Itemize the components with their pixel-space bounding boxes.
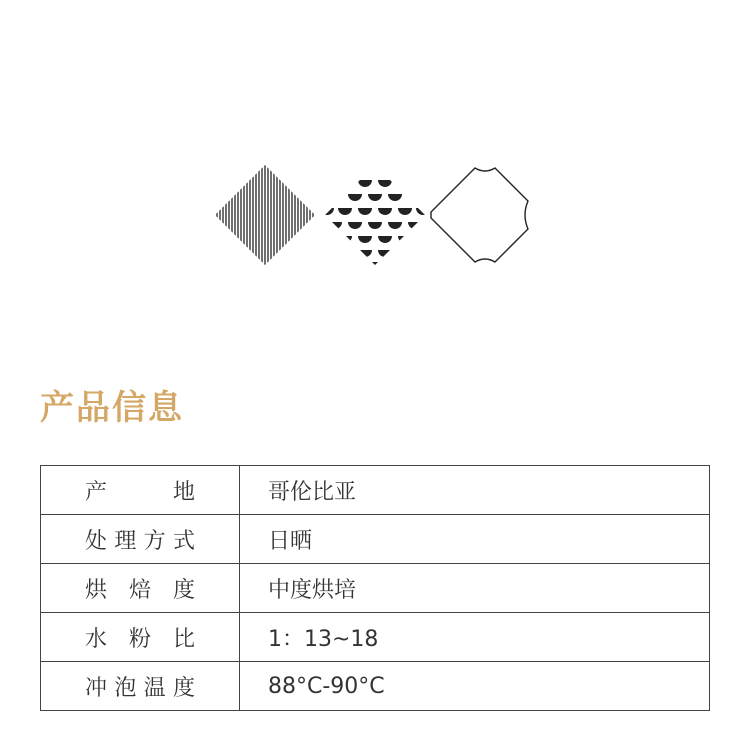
roast-level-label: 烘焙度 xyxy=(41,564,240,613)
table-row xyxy=(41,613,710,662)
table-row xyxy=(41,466,710,515)
ratio-label: 水粉比 xyxy=(41,613,240,662)
product-info-table xyxy=(40,465,710,711)
outline-diamond-icon xyxy=(431,168,528,262)
brew-temp-value: 88°C-90°C xyxy=(240,662,710,711)
table-row xyxy=(41,564,710,613)
striped-diamond-icon xyxy=(217,160,313,275)
process-label: 处理方式 xyxy=(41,515,240,564)
origin-value: 哥伦比亚 xyxy=(240,466,710,515)
table-row xyxy=(41,662,710,711)
table-row xyxy=(41,515,710,564)
roast-level-value: 中度烘培 xyxy=(240,564,710,613)
semicircle-pattern-diamond-icon xyxy=(320,180,430,269)
brew-temp-label: 冲泡温度 xyxy=(41,662,240,711)
ratio-value: 1：13~18 xyxy=(240,613,710,662)
process-value: 日晒 xyxy=(240,515,710,564)
decorative-diamond-graphic xyxy=(210,160,540,275)
origin-label: 产 地 xyxy=(41,466,240,515)
section-title: 产品信息 xyxy=(40,388,184,428)
